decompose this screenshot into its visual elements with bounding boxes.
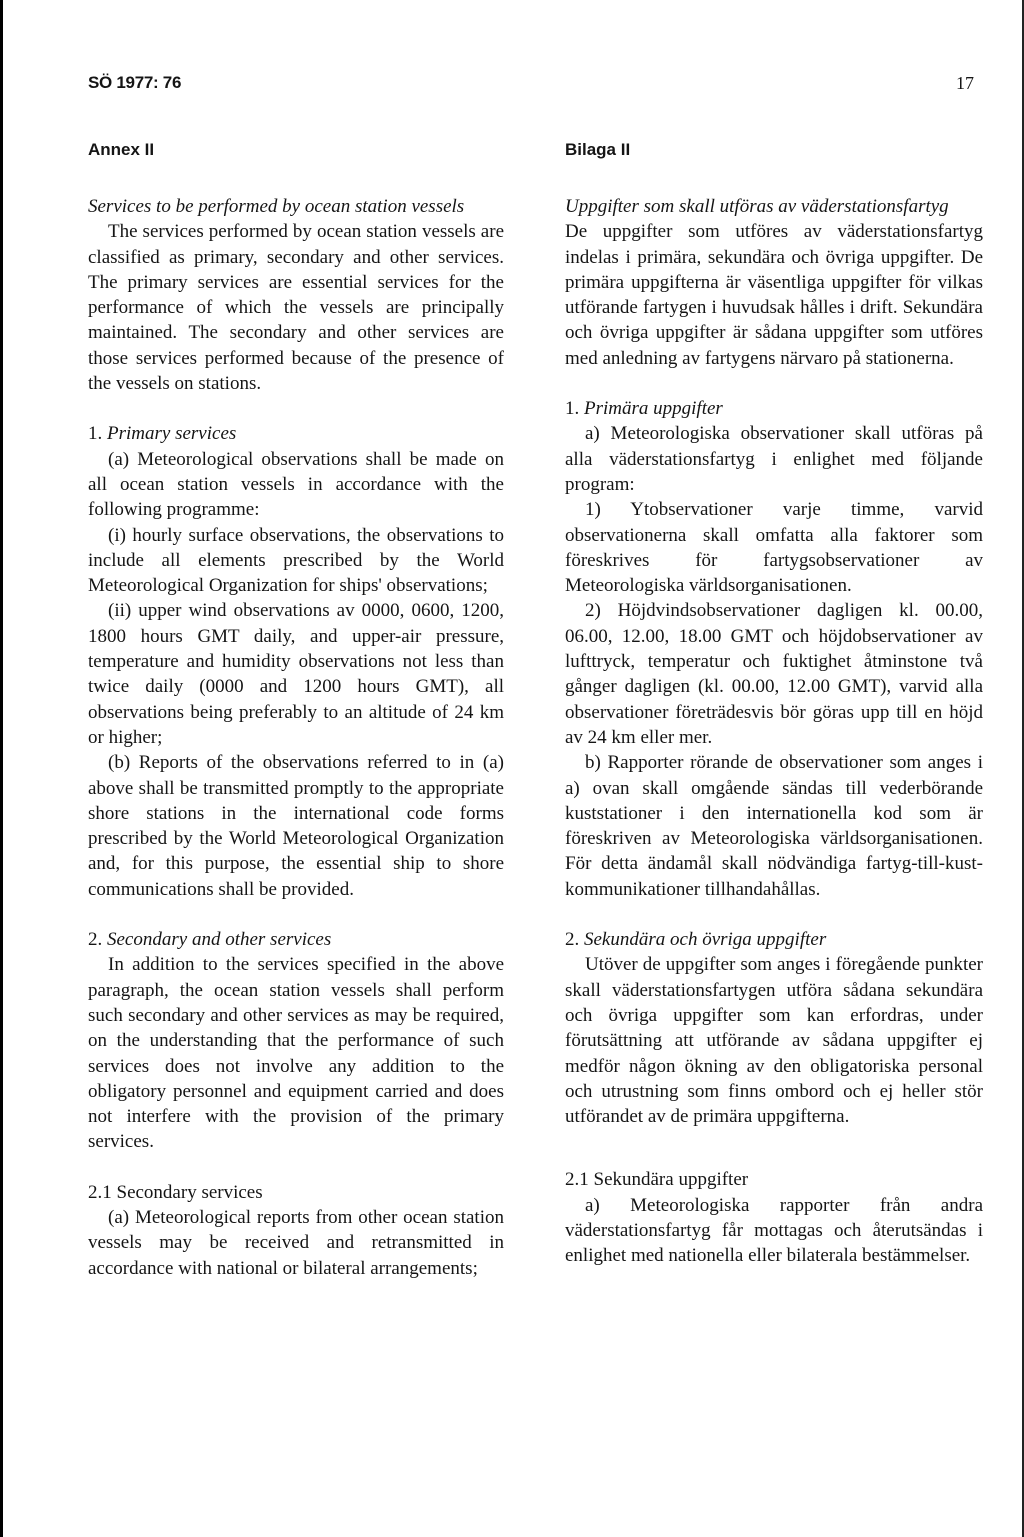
section-heading-2: [88, 927, 504, 952]
paragraph-1a: a) Meteorologiska observationer skall utföras på alla väderstationsfartyg i enlighet med följande program:: [565, 423, 983, 495]
paragraph-1a-1: 1) Ytobservationer varje timme, varvid observationerna skall omfatta alla faktorer som föreskrives för fartygsobservationer av Meteorologiska världsorganisationen.: [565, 499, 983, 597]
scan-edge-left: [0, 0, 3, 1537]
paragraph-2: In addition to the services specified in the above paragraph, the ocean station vessels shall perform such secondary and other services as may be required, on the understanding that the performance of such services does not involve any addition to the obligatory personnel and equipment carried and does not interfere with the provision of the primary services.: [88, 954, 504, 1153]
english-column: [88, 140, 504, 1281]
section-heading-2-1: 2.1 Secondary services: [88, 1181, 263, 1203]
section-number: 2.: [88, 929, 103, 951]
paragraph-1a-ii: (ii) upper wind observations av 0000, 0600, 1200, 1800 hours GMT daily, and upper-air pressure, temperature and humidity observations not less than twice daily (0000 and 1200 hours GMT), all observations being preferably to an altitude of 24 km or higher;: [88, 600, 504, 748]
paragraph-1a-i: (i) hourly surface observations, the observations to include all elements prescribed by the World Meteorological Organization for ships' observations;: [88, 524, 504, 597]
paragraph-1b: (b) Reports of the observations referred to in (a) above shall be transmitted promptly to the appropriate shore stations in the international code forms prescribed by the World Meteorological Organization and, for this purpose, the essential ship to shore communications shall be provided.: [88, 752, 504, 900]
section-title: Secondary and other services: [107, 929, 332, 951]
swedish-column: [565, 140, 983, 1269]
intro-paragraph: The services performed by ocean station vessels are classified as primary, secondary and other services. The primary services are essential services for the performance of which the vessels are principally maintained. The secondary and other services are those services performed because of the presence of the vessels on stations.: [88, 221, 504, 395]
paragraph-2-1a: a) Meteorologiska rapporter från andra väderstationsfartyg får mottagas och återutsändas i enlighet med nationella eller bilaterala bestämmelser.: [565, 1194, 983, 1267]
section-number: 2.: [565, 929, 580, 951]
document-reference: SÖ 1977: 76: [88, 73, 182, 92]
annex-title: Annex II: [88, 140, 155, 159]
section-heading-1: [88, 421, 504, 446]
annex-subtitle: Services to be performed by ocean station vessels: [88, 196, 465, 217]
paragraph-2: Utöver de uppgifter som anges i föregående punkter skall väderstationsfartygen utföra sådana sekundära och övriga uppgifter som kan erfordras, under förutsättning att utförande av sådana uppgifter ej medför någon ökning av den obligatoriska personal och utrustning som finns ombord och ej heller stör utförandet av de primära uppgifterna.: [565, 954, 983, 1128]
paragraph-1b: b) Rapporter rörande de observationer som anges i a) ovan skall omgående sändas till vederbörande kuststationer i den internationella kod som är föreskriven av Meteorologiska världsorganisationen. För detta ändamål skall nödvändiga fartyg-till-kust-kommunikationer tillhandahållas.: [565, 752, 983, 900]
section-title: Primära uppgifter: [584, 398, 723, 420]
intro-paragraph: De uppgifter som utföres av väderstationsfartyg indelas i primära, sekundära och övriga uppgifter. De primära uppgifterna är väsentliga uppgifter för vilkas utförande fartygen i huvudsak hålles i drift. Sekundära och övriga uppgifter är sådana uppgifter som utföres med anledning av fartygens närvaro på stationerna.: [565, 221, 983, 369]
section-heading-2-1: 2.1 Sekundära uppgifter: [565, 1169, 749, 1191]
page-number: 17: [956, 73, 974, 93]
section-heading-2: [565, 927, 983, 952]
annex-title: Bilaga II: [565, 140, 631, 159]
section-title: Primary services: [107, 423, 237, 445]
paragraph-1a: (a) Meteorological observations shall be made on all ocean station vessels in accordance with the following programme:: [88, 448, 504, 521]
section-title: Sekundära och övriga uppgifter: [584, 929, 827, 951]
section-number: 1.: [565, 398, 580, 420]
section-number: 1.: [88, 423, 103, 445]
paragraph-1a-2: 2) Höjdvindsobservationer dagligen kl. 00.00, 06.00, 12.00, 18.00 GMT och höjdobservationer av lufttryck, temperatur och fuktighet åtminstone två gånger dagligen (kl. 00.00, 12.00 GMT), varvid alla observationer företrädesvis bör göras upp till en höjd av 24 km eller mer.: [565, 600, 983, 748]
paragraph-2-1a: (a) Meteorological reports from other ocean station vessels may be received and retransmitted in accordance with national or bilateral arrangements;: [88, 1206, 504, 1279]
section-heading-1: [565, 396, 983, 421]
annex-subtitle: Uppgifter som skall utföras av väderstationsfartyg: [565, 196, 949, 217]
